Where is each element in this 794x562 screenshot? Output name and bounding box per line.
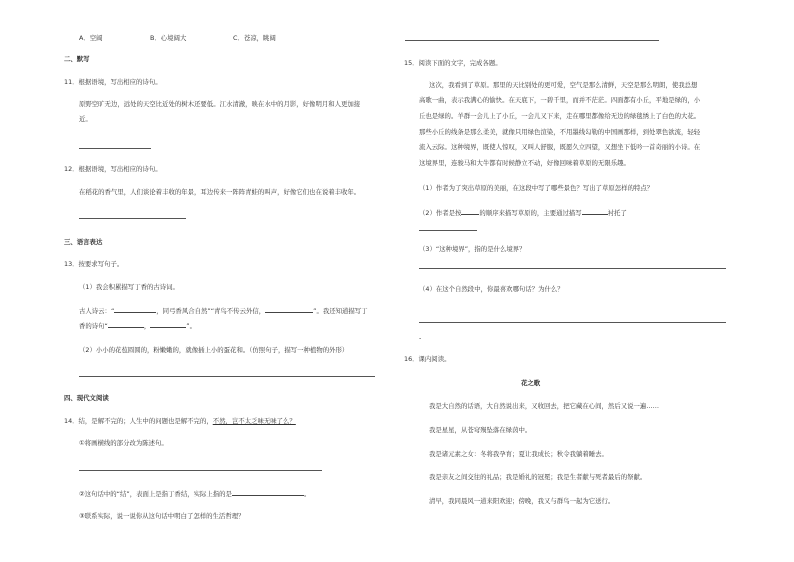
q15-blank-2[interactable] [582, 208, 608, 215]
q13-blank-1[interactable] [114, 306, 156, 313]
q15-question1: （1）作者为了突出草原的美丽，在这段中写了哪些景色？写出了草原怎样的特点？ [419, 184, 654, 192]
q14-part2-end: 。 [303, 490, 311, 498]
q16-poem-line2: 我是星星，从苍穹殒坠落在绿茵中。 [429, 426, 532, 434]
q13-part2: （2）小小的花苞圆圆的，粉嫩嫩的，就像插上小的蛋花和。（仿照句子，描写一种植物的外形） [79, 346, 349, 354]
q13-blank-2[interactable] [265, 306, 313, 313]
q11-answer-line[interactable] [79, 148, 151, 149]
q14-part2-text: ②这句话中的“结”，表面上是指丁香结，实际上指的是 [79, 490, 232, 498]
section-heading-reading: 四、现代文阅读 [64, 394, 109, 402]
q15-para-line5: 流入云际。这种境界，既使人惊叹，又叫人舒服，既愿久立四望，又想坐下低吟一首奇丽的小诗。在 [419, 143, 701, 151]
q14-part1: ①将画横线的部分改为陈述句。 [79, 439, 168, 447]
q16-poem-title: 花之歌 [521, 379, 541, 387]
q16-poem-line1: 我是大自然的话语，大自然说出来，又收回去，把它藏在心间，然后又说一遍…… [429, 402, 660, 410]
q16-poem-line5: 清早，我同晨风一道来阳欢迎；傍晚，我又与群鸟一起为它送行。 [429, 497, 615, 505]
q14-underlined-text: 不然，岂不太乏味无味了么？ [212, 417, 296, 425]
q14-part2 [79, 489, 310, 497]
q14-prompt-text: 14．结，是解不完的；人生中的问题也是解不完的， [64, 417, 213, 425]
q11-prompt: 11．根据语境，写出相应的诗句。 [64, 78, 162, 86]
q13-blank-3[interactable] [108, 321, 144, 328]
section-heading-language: 三、语言表达 [64, 238, 103, 246]
option-b: B．心境阔大 [150, 34, 187, 42]
q15-q2-answer-line[interactable] [419, 230, 477, 231]
q15-q4-answer-line[interactable] [419, 322, 726, 323]
q15-para-line1: 这次，我看到了草原。那里的天比别处的更可爱，空气是那么清鲜，天空是那么明朗，使我总想 [429, 81, 698, 89]
q15-para-line2: 高歌一曲，表示我满心的愉快。在天底下，一碧千里，而并不茫茫。四面都有小丘，平地是绿的，小 [419, 96, 701, 104]
q13-part1: （1）我会积累描写丁香的古诗词。 [79, 283, 179, 291]
q13-prompt: 13．按要求写句子。 [64, 260, 124, 268]
q15-dash: - [419, 334, 422, 342]
q13-text-e: ， [143, 322, 151, 330]
q14-answer-line[interactable] [79, 470, 322, 471]
q15-question3: （3）“这种境界”，指的是什么境界？ [419, 245, 526, 253]
q16-poem-line4: 我是亲友之间交往的礼品；我是婚礼的冠冕；我是生者献与死者最后的祭献。 [429, 473, 647, 481]
q12-prompt: 12．根据语境，写出相应的诗句。 [64, 165, 162, 173]
option-a: A．空阔 [79, 34, 103, 42]
q13-text-d: 香的诗句“ [79, 322, 108, 330]
q15-q3-answer-line[interactable] [419, 268, 726, 269]
q15-q2-text-c: 衬托了 [607, 209, 627, 217]
q15-para-line4: 那些小丘的线条是那么柔美，就像只用绿色渲染，不用墨线勾勒的中国画那样，到处翠色欲流，轻轻 [419, 128, 701, 136]
q13-text-a: 古人诗云：“ [79, 307, 115, 315]
q13-text-b: ，同弓香风合自然”“青鸟不传云外信， [156, 307, 266, 315]
q15-question4: （4）在这个自然段中，你最喜欢哪句话？为什么？ [419, 285, 564, 293]
q12-context: 在稻花的香气里，人们谈论着丰收的年景，耳边传来一阵阵青蛙的叫声，好像它们也在说着丰收年。 [79, 188, 361, 196]
top-answer-line[interactable] [405, 40, 659, 41]
section-heading-dictation: 二、默写 [64, 55, 90, 63]
q15-blank-1[interactable] [461, 208, 479, 215]
q13-answer-line[interactable] [79, 376, 375, 377]
q13-text-f: ”。 [186, 322, 196, 330]
q14-blank[interactable] [232, 489, 304, 496]
q15-q2-text-b: 的顺序来描写草原的，主要通过描写 [479, 209, 582, 217]
q15-question2 [419, 208, 627, 216]
q11-context-line1: 原野空旷无边，远处的天空比近处的树木还要低。江水清澈，映在水中的月影，好像明月和人更加接 [79, 100, 361, 108]
q14-part3: ③联系实际，说一说你从这句话中明白了怎样的生活哲理？ [79, 512, 245, 520]
q15-prompt: 15．阅读下面的文字，完成各题。 [404, 59, 502, 67]
q13-part1-line1 [79, 306, 368, 314]
q16-poem-line3: 我是诸元素之女：冬将我孕育；夏让我成长；秋令我躺着睡去。 [429, 450, 608, 458]
q15-para-line6: 这境界里，连骏马和大牛都有时候静立不动，好像回味着草原的无限乐趣。 [419, 159, 630, 167]
q15-para-line3: 丘也是绿的。羊群一会儿上了小丘，一会儿又下来，走在哪里都像给无边的绿毯绣上了白色的大花。 [419, 112, 701, 120]
q14-prompt [64, 418, 296, 424]
q16-prompt: 16．课内阅读。 [404, 355, 451, 363]
q13-text-c: ”。我还知道描写丁 [313, 307, 368, 315]
q11-context-line2: 近。 [79, 115, 92, 123]
option-c: C．苍凉，眺阔 [233, 34, 276, 42]
q15-q2-text-a: （2）作者是按 [419, 209, 462, 217]
q13-blank-4[interactable] [150, 321, 186, 328]
q13-part1-line2 [79, 321, 196, 329]
q12-answer-line[interactable] [79, 218, 186, 219]
